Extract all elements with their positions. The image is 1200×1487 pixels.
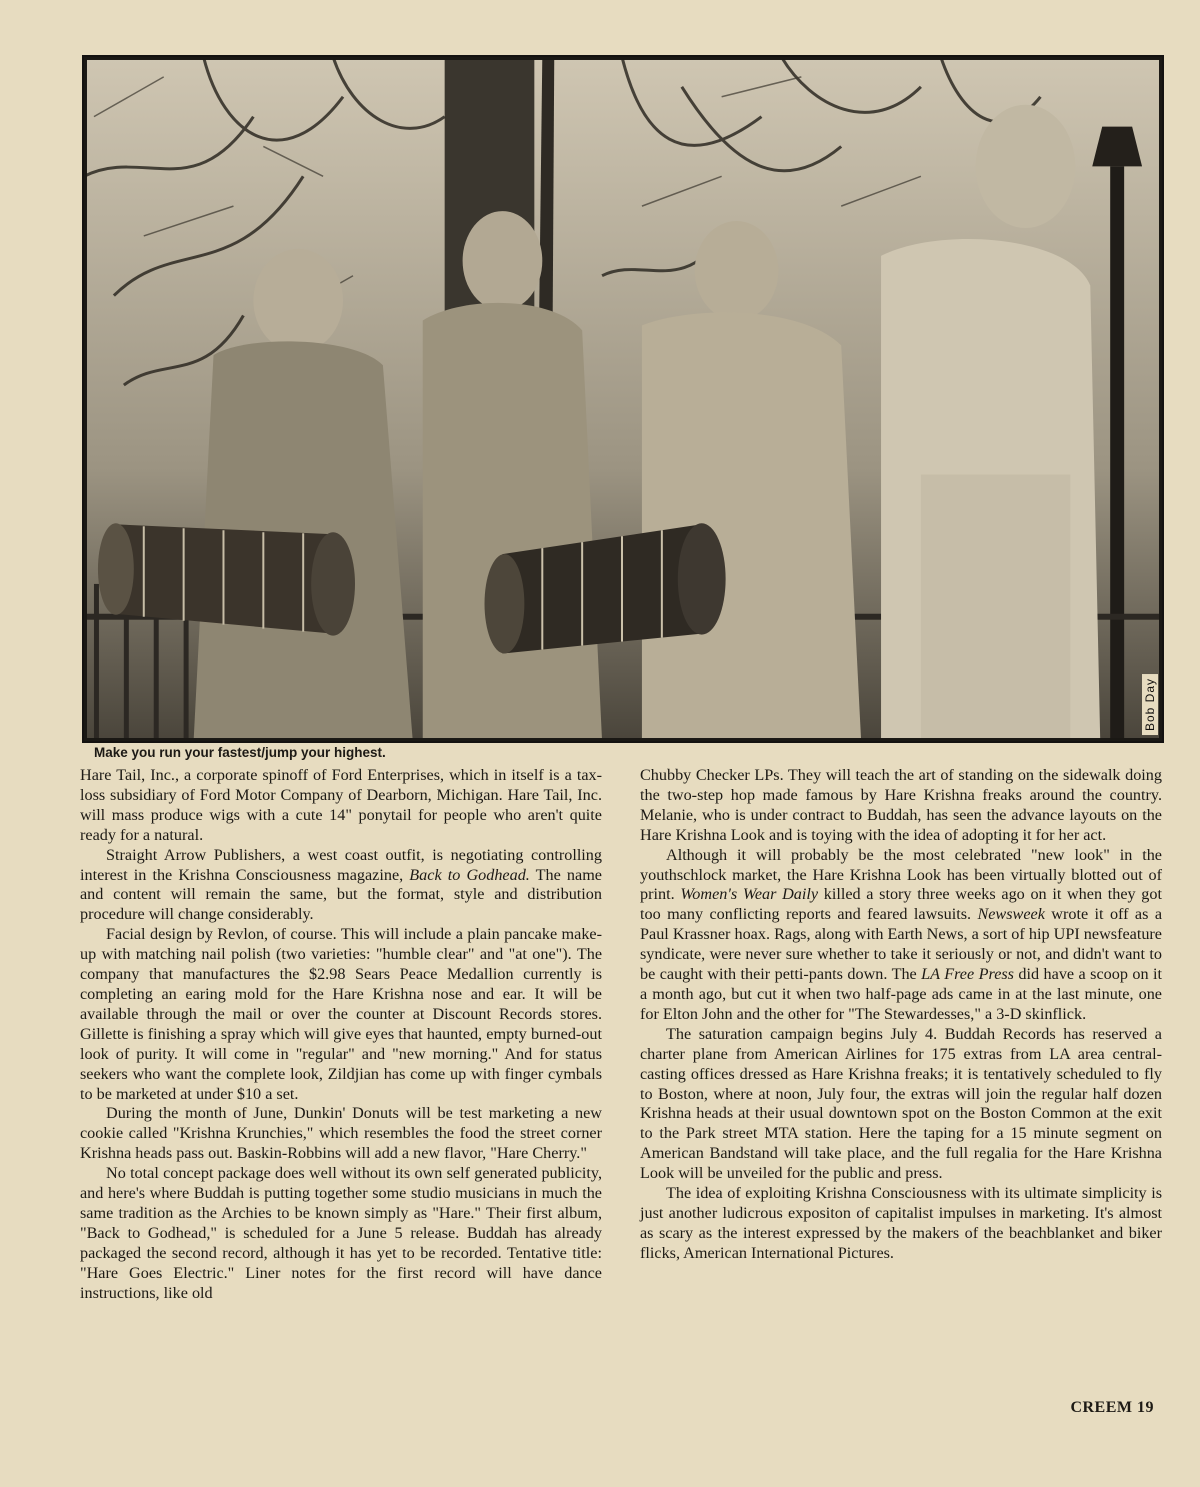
paragraph	[640, 846, 1162, 1025]
paragraph: The saturation campaign begins July 4. Buddah Records has reserved a charter plane from American Airlines for 175 extras from LA area central-casting offices dressed as Hare Krishna freaks; it is tentatively scheduled to fly to Boston, where at noon, July four, the extras will join the regular half dozen Krishna heads at their usual downtown spot on the Boston Common at the exit to the Park street MTA station. Here the taping for a 15 minute segment on American Bandstand will take place, and the full regalia for the Hare Krishna Look will be unveiled for the public and press.	[640, 1024, 1162, 1183]
article-column-left	[80, 766, 602, 1303]
magazine-title: Back to Godhead.	[409, 865, 530, 884]
article-column-right	[640, 766, 1162, 1264]
paragraph: The idea of exploiting Krishna Consciousness with its ultimate simplicity is just another ludicrous expositon of capitalist impulses in marketing. It's almost as scary as the interest expressed by the makers of the beachblanket and biker flicks, American International Pictures.	[640, 1184, 1162, 1262]
paragraph	[80, 846, 602, 926]
paragraph: Chubby Checker LPs. They will teach the art of standing on the sidewalk doing the two-step hop made famous by Hare Krishna freaks around the country. Melanie, who is under contract to Buddah, has seen the advance layouts on the Hare Krishna Look and is toying with the idea of adopting it for her act.	[640, 766, 1162, 844]
page-folio: CREEM 19	[1070, 1399, 1154, 1416]
paragraph: Hare Tail, Inc., a corporate spinoff of Ford Enterprises, which in itself is a tax-loss subsidiary of Ford Motor Company of Dearborn, Michigan. Hare Tail, Inc. will mass produce wigs with a cute 14" ponytail for people who aren't quite ready for a natural.	[80, 766, 602, 844]
photo-credit: Bob Day	[1142, 674, 1158, 735]
paragraph: During the month of June, Dunkin' Donuts will be test marketing a new cookie called "Krishna Krunchies," which resembles the food the street corner Krishna heads pass out. Baskin-Robbins will add a new flavor, "Hare Cherry."	[80, 1104, 602, 1163]
publication-title: Newsweek	[977, 905, 1045, 924]
photo-hare-krishna-chanters	[82, 55, 1164, 743]
paragraph-text: did have a scoop on it a month ago, but cut it when two half-page ads came in at the last minute, one for Elton John and the other for "The Stewardesses," a 3-D skinflick.	[640, 965, 1162, 1023]
photo-illustration	[84, 57, 1162, 741]
paragraph-text: The name and content will remain the same, but the format, style and distribution procedure will change considerably.	[80, 865, 602, 924]
paragraph-text: wrote it off as a Paul Krassner hoax. Rags, along with Earth News, a sort of hip UPI newsfeature syndicate, were never sure whether to take it seriously or not, and didn't want to be caught with their petti-pants down. The	[640, 905, 1162, 984]
paragraph: Facial design by Revlon, of course. This will include a plain pancake make-up with matching nail polish (two varieties: "humble clear" and "at one"). The company that manufactures the $2.98 Sears Peace Medallion currently is completing an earing mold for the Hare Krishna nose and ear. It will be available through the mail or over the counter at Discount Records stores. Gillette is finishing a spray which will give eyes that haunted, empty burned-out look of purity. It will come in "regular" and "new morning." And for status seekers who want the complete look, Zildjian has come up with finger cymbals to be marketed at under $10 a set.	[80, 925, 602, 1103]
paragraph: No total concept package does well without its own self generated publicity, and here's where Buddah is putting together some studio musicians in much the same tradition as the Archies to be known simply as "Hare." Their first album, "Back to Godhead," is scheduled for a June 5 release. Buddah has already packaged the second record, although it has yet to be recorded. Tentative title: "Hare Goes Electric." Liner notes for the first record will have dance instructions, like old	[80, 1164, 602, 1302]
paragraph-text: killed a story three weeks ago on it when they got too many conflicting reports and feared lawsuits.	[640, 885, 1162, 924]
paragraph-text: Although it will probably be the most celebrated "new look" in the youthschlock market, the Hare Krishna Look has been virtually blotted out of print.	[640, 845, 1162, 904]
photo-caption: Make you run your fastest/jump your highest.	[94, 745, 386, 760]
publication-title: LA Free Press	[921, 965, 1014, 984]
publication-title: Women's Wear Daily	[680, 885, 819, 904]
paragraph-text: Straight Arrow Publishers, a west coast outfit, is negotiating controlling interest in the Krishna Consciousness magazine,	[80, 845, 602, 884]
